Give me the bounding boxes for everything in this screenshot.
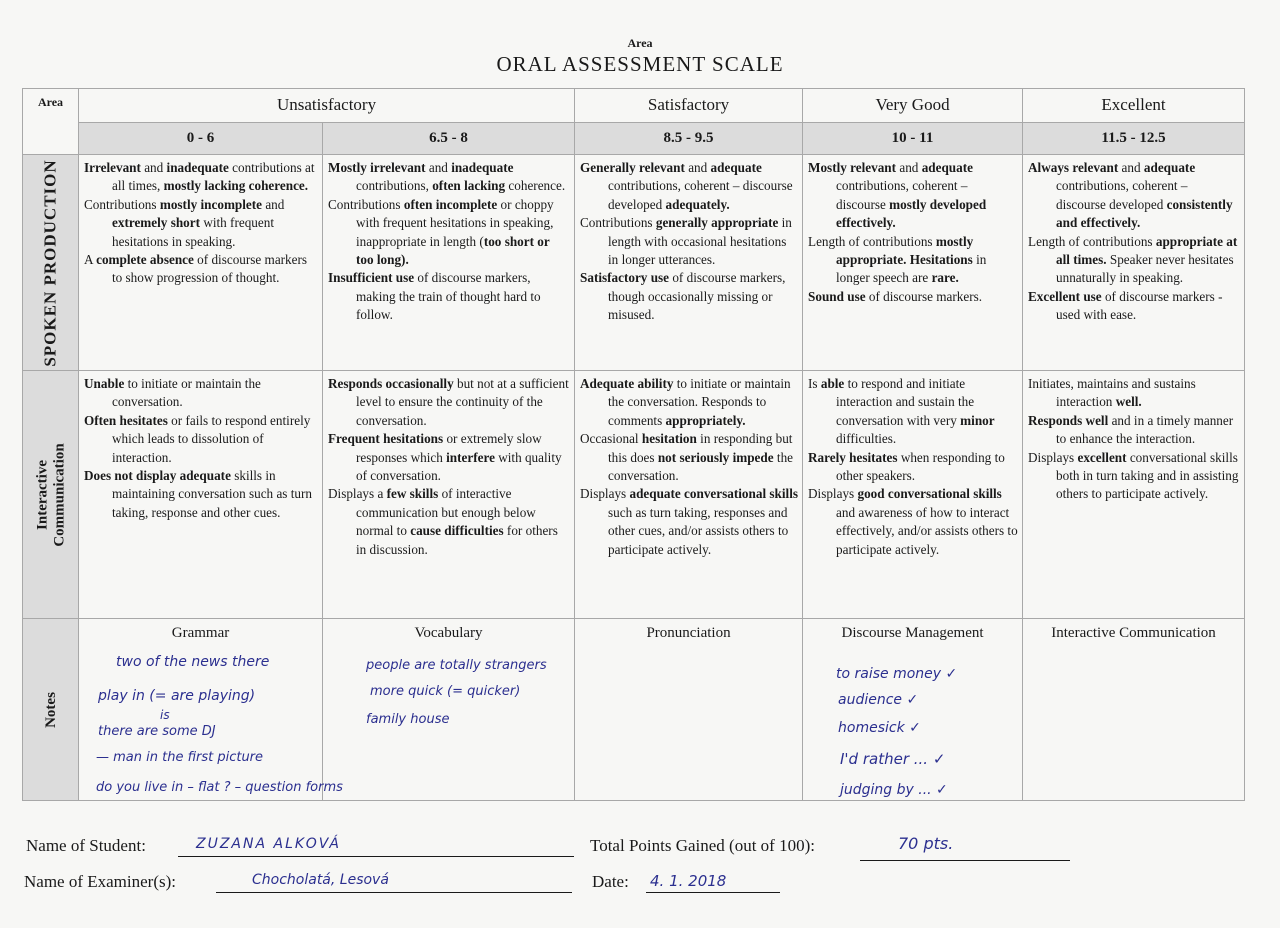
date-label: Date: [592,872,629,891]
interactive-criterion: Displays excellent conversational skills both in turn taking and in assisting others to participate actively. [1028,449,1239,502]
interactive-criterion: Adequate ability to initiate or maintain the conversation. Responds to comments appropriately. [580,376,791,428]
handwritten-vocabulary-note: more quick (= quicker) [370,684,521,699]
interactive-criterion: Displays good conversational skills and awareness of how to interact effectively, and/or assists others to participate actively. [808,486,1018,557]
spoken-desc-2 [575,155,803,371]
notes-discourse-management[interactable]: Discourse Management [803,619,1023,801]
handwritten-discourse-note: homesick ✓ [838,720,921,736]
spoken-criterion: Contributions mostly incomplete and extremely short with frequent hesitations in speaking. [84,196,285,249]
interactive-criterion: Is able to respond and initiate interaction and sustain the conversation with very minor difficulties. [808,376,995,447]
interactive-criterion: Unable to initiate or maintain the conversation. [84,376,261,410]
interactive-desc-2 [575,371,803,619]
notes-grammar[interactable]: Grammar [79,619,323,801]
spoken-desc-3 [803,155,1023,371]
spoken-criterion: Length of contributions mostly appropriate. Hesitations in longer speech are rare. [808,233,987,286]
handwritten-grammar-note: do you live in – flat ? – question forms [96,780,343,795]
total-points-field[interactable] [860,834,1070,861]
student-name-value: ZUZANA ALKOVÁ [196,836,341,852]
interactive-desc-4 [1023,371,1245,619]
total-points-label: Total Points Gained (out of 100): [590,836,815,855]
handwritten-grammar-note: there are some DJ [98,724,216,739]
handwritten-grammar-note: — man in the first picture [96,750,264,765]
handwritten-discourse-note: I'd rather ... ✓ [840,750,946,768]
spoken-criterion: Insufficient use of discourse markers, making the train of thought hard to follow. [328,270,541,323]
band-1: 6.5 - 8 [323,123,575,155]
date-field[interactable] [646,872,780,893]
spoken-criterion: Mostly relevant and adequate contributions, coherent – discourse mostly developed effectively. [808,160,987,231]
notes-vocabulary[interactable]: Vocabulary [323,619,575,801]
band-4: 11.5 - 12.5 [1023,123,1245,155]
spoken-criterion: Satisfactory use of discourse markers, though occasionally missing or misused. [580,270,786,323]
spoken-criterion: Always relevant and adequate contributions, coherent – discourse developed consistently and effectively. [1028,160,1233,231]
interactive-desc-3 [803,371,1023,619]
notes-pronunciation[interactable]: Pronunciation [575,619,803,801]
spoken-desc-1 [323,155,575,371]
grade-unsatisfactory: Unsatisfactory [79,89,575,123]
spoken-criterion: Mostly irrelevant and inadequate contributions, often lacking coherence. [328,160,566,194]
examiner-name-value: Chocholatá, Lesová [252,872,389,888]
handwritten-discourse-note: to raise money ✓ [836,666,958,682]
interactive-criterion: Rarely hesitates when responding to other speakers. [808,449,1005,484]
notes-interactive-communication[interactable]: Interactive Communication [1023,619,1245,801]
spoken-desc-0 [79,155,323,371]
interactive-criterion: Often hesitates or fails to respond entirely which leads to dissolution of interaction. [84,412,311,465]
handwritten-grammar-note: two of the news there [116,654,270,670]
interactive-criterion: Displays a few skills of interactive communication but enough below normal to cause difficulties for others in discussion. [328,486,558,557]
interactive-criterion: Initiates, maintains and sustains interaction well. [1028,376,1196,410]
student-name-field[interactable] [178,836,574,857]
spoken-criterion: Length of contributions appropriate at all times. Speaker never hesitates unnaturally in speaking. [1028,233,1238,286]
examiner-name-field[interactable] [216,872,572,893]
form-area-caption: Area [627,36,653,50]
examiner-name-label: Name of Examiner(s): [24,872,176,891]
grade-satisfactory: Satisfactory [575,89,803,123]
interactive-criterion: Responds well and in a timely manner to enhance the interaction. [1028,412,1234,447]
handwritten-discourse-note: audience ✓ [838,692,919,708]
interactive-criterion: Does not display adequate skills in maintaining conversation such as turn taking, response and other cues. [84,468,312,520]
spoken-criterion: Contributions generally appropriate in length with occasional hesitations in longer utterances. [580,215,792,268]
spoken-desc-4 [1023,155,1245,371]
handwritten-grammar-note: play in (= are playing) [98,688,256,704]
spoken-criterion: Sound use of discourse markers. [808,288,983,304]
interactive-criterion: Displays adequate conversational skills such as turn taking, responses and other cues, and/or assists others to participate actively. [580,486,798,557]
band-2: 8.5 - 9.5 [575,123,803,155]
grade-excellent: Excellent [1023,89,1245,123]
row-label-notes: Notes [23,619,79,801]
handwritten-vocabulary-note: family house [366,712,450,727]
row-label-interactive: Interactive Communication [23,371,79,619]
interactive-desc-1 [323,371,575,619]
spoken-criterion: Excellent use of discourse markers - used with ease. [1028,288,1223,323]
spoken-criterion: Contributions often incomplete or choppy with frequent hesitations in speaking, inappropriate in length (too short or too long). [328,196,554,268]
total-points-value: 70 pts. [898,834,954,853]
grade-very-good: Very Good [803,89,1023,123]
band-3: 10 - 11 [803,123,1023,155]
handwritten-vocabulary-note: people are totally strangers [366,658,547,673]
spoken-criterion: Generally relevant and adequate contributions, coherent – discourse developed adequately. [580,160,793,212]
row-label-spoken-production: SPOKEN PRODUCTION [23,155,79,371]
spoken-criterion: A complete absence of discourse markers to show progression of thought. [84,252,308,286]
handwritten-discourse-note: judging by ... ✓ [840,782,948,798]
page-title: ORAL ASSESSMENT SCALE [496,52,784,76]
handwritten-grammar-note: is [160,708,170,722]
date-value: 4. 1. 2018 [650,872,727,890]
interactive-desc-0 [79,371,323,619]
interactive-criterion: Responds occasionally but not at a sufficient level to ensure the continuity of the conversation. [328,376,569,428]
spoken-criterion: Irrelevant and inadequate contributions at all times, mostly lacking coherence. [84,160,315,194]
area-header: Area [23,89,79,155]
student-name-label: Name of Student: [26,836,146,855]
interactive-criterion: Frequent hesitations or extremely slow responses which interfere with quality of conversation. [328,431,562,484]
interactive-criterion: Occasional hesitation in responding but this does not seriously impede the conversation. [580,431,794,484]
band-0: 0 - 6 [79,123,323,155]
